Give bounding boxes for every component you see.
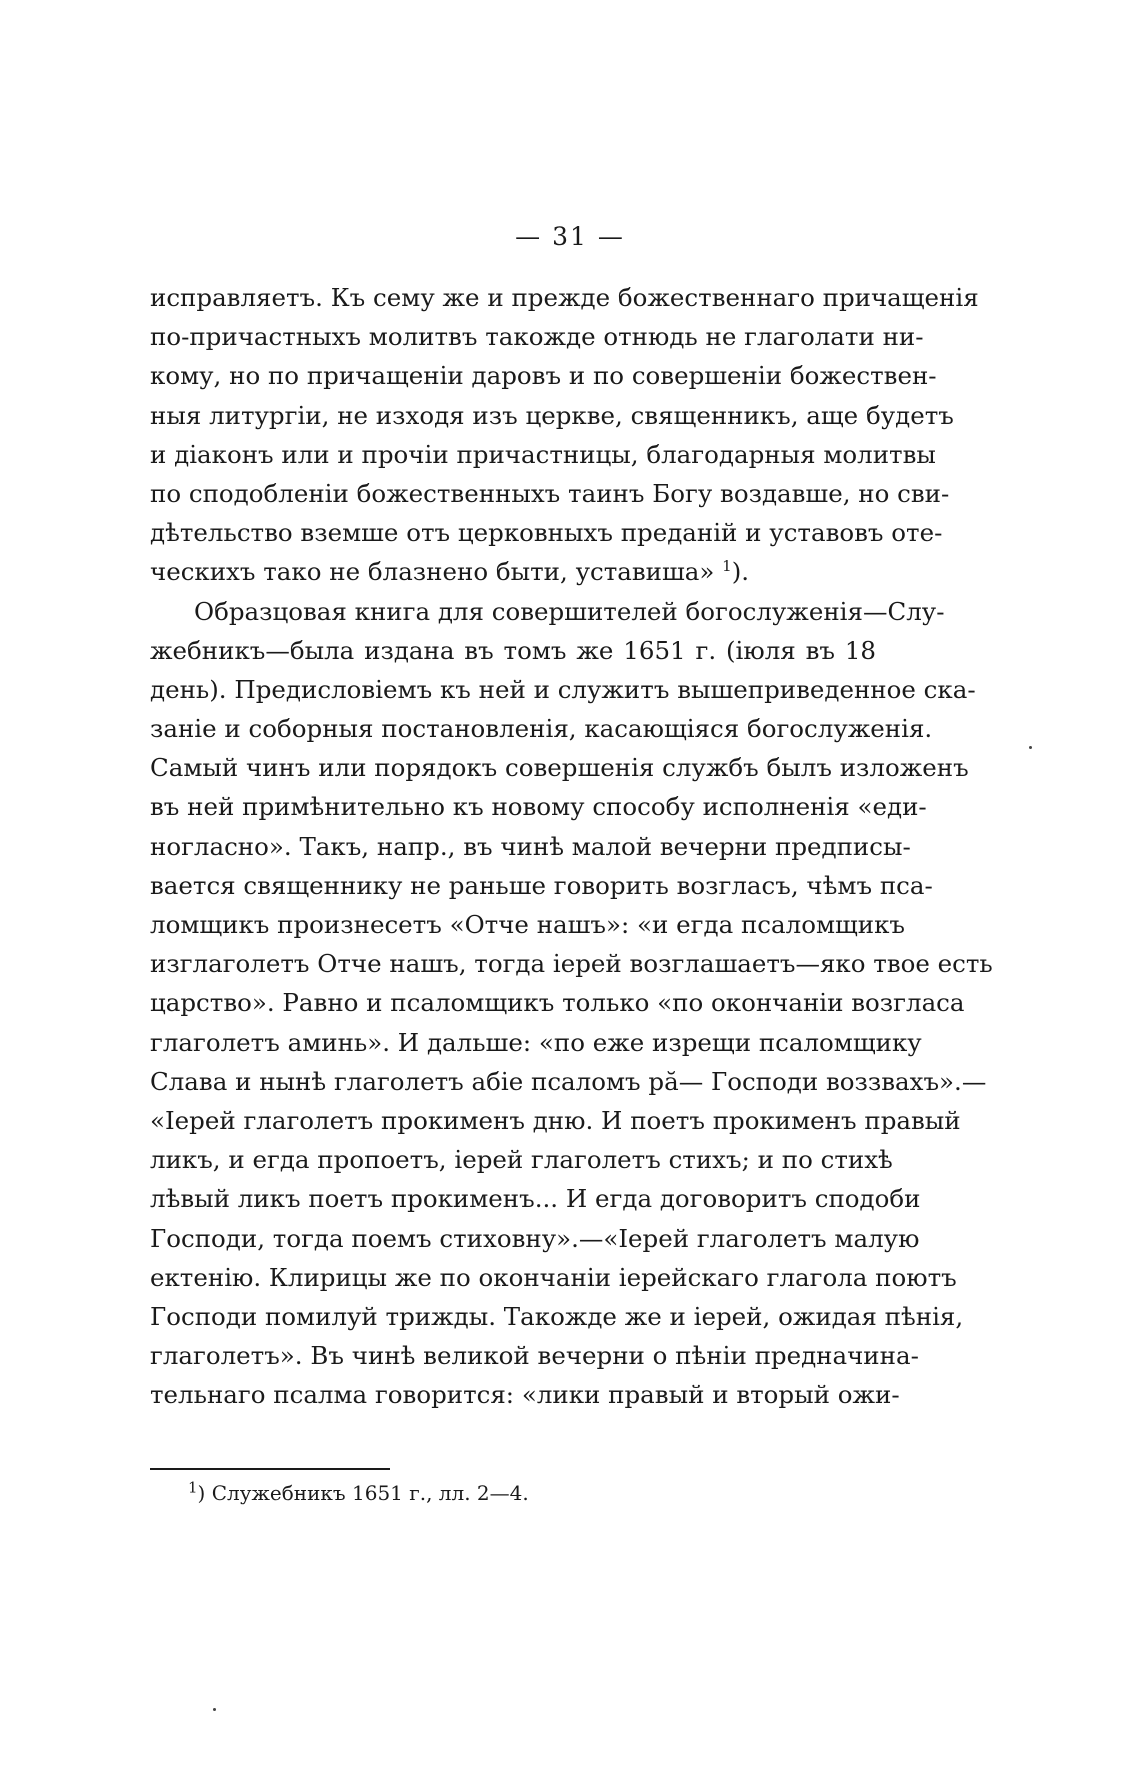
text-line: Самый чинъ или порядокъ совершенія службъ былъ изложенъ bbox=[150, 753, 969, 783]
text-line: Господи помилуй трижды. Такожде же и іерей, ожидая пѣнія, bbox=[150, 1301, 964, 1331]
text-line: по-причастныхъ молитвъ такожде отнюдь не глаголати ни- bbox=[150, 322, 924, 352]
text-line: лѣвый ликъ поетъ прокименъ... И егда договоритъ сподоби bbox=[150, 1184, 921, 1214]
text-line: заніе и соборныя постановленія, касающіяся богослуженія. bbox=[150, 714, 933, 744]
footnote-text: ) Служебникъ 1651 г., лл. 2—4. bbox=[197, 1481, 529, 1505]
text-line: царство». Равно и псаломщикъ только «по окончаніи возгласа bbox=[150, 988, 965, 1018]
text-line: день). Предисловіемъ къ ней и служитъ вышеприведенное ска- bbox=[150, 674, 976, 704]
print-speck bbox=[213, 1708, 216, 1711]
text-line: дѣтельство вземше отъ церковныхъ преданій и уставовъ оте- bbox=[150, 518, 943, 548]
body-text bbox=[150, 278, 993, 1414]
text-line: по сподобленіи божественныхъ таинъ Богу воздавше, но сви- bbox=[150, 478, 950, 508]
text-line: жебникъ—была издана въ томъ же 1651 г. (іюля въ 18 bbox=[150, 635, 876, 665]
text-line: ногласно». Такъ, напр., въ чинѣ малой вечерни предписы- bbox=[150, 831, 911, 861]
text-line-content: ческихъ тако не блазнено быти, уставиша» bbox=[150, 557, 715, 587]
footnote-reference: 1 bbox=[722, 557, 732, 576]
footnote-marker: 1 bbox=[188, 1478, 198, 1497]
page-number: — 31 — bbox=[515, 222, 625, 251]
text-line: «Іерей глаголетъ прокименъ дню. И поетъ прокименъ правый bbox=[150, 1105, 961, 1135]
text-line: Господи, тогда поемъ стиховну».—«Іерей глаголетъ малую bbox=[150, 1223, 920, 1253]
text-line: и діаконъ или и прочіи причастницы, благодарныя молитвы bbox=[150, 439, 936, 469]
text-line: изглаголетъ Отче нашъ, тогда іерей возглашаетъ—яко твое есть bbox=[150, 949, 993, 979]
text-line: глаголетъ». Въ чинѣ великой вечерни о пѣніи предначина- bbox=[150, 1341, 919, 1371]
text-line: ломщикъ произнесетъ «Отче нашъ»: «и егда псаломщикъ bbox=[150, 910, 906, 939]
text-line-tail: ). bbox=[731, 557, 750, 587]
text-line: ектенію. Клирицы же по окончаніи іерейскаго глагола поютъ bbox=[150, 1262, 957, 1292]
text-line: кому, но по причащеніи даровъ и по совершеніи божествен- bbox=[150, 361, 937, 391]
footnote-divider bbox=[150, 1468, 390, 1470]
text-line: глаголетъ аминь». И дальше: «по еже изрещи псаломщику bbox=[150, 1027, 922, 1057]
text-line: Образцовая книга для совершителей богослуженія—Слу- bbox=[194, 596, 945, 626]
text-line: Слава и нынѣ глаголетъ абіе псаломъ рӑ— Господи воззвахъ».— bbox=[150, 1066, 987, 1096]
text-line: тельнаго псалма говорится: «лики правый и вторый ожи- bbox=[150, 1380, 900, 1410]
text-line: исправляетъ. Къ сему же и прежде божественнаго причащенія bbox=[150, 283, 979, 312]
text-line: ныя литургіи, не изходя изъ церкве, священникъ, аще будетъ bbox=[150, 400, 954, 430]
print-speck bbox=[1029, 746, 1032, 749]
footnote bbox=[188, 1478, 529, 1508]
text-line bbox=[150, 552, 876, 591]
text-line: ликъ, и егда пропоетъ, іерей глаголетъ стихъ; и по стихѣ bbox=[150, 1145, 893, 1175]
text-line: вается священнику не раньше говорить возгласъ, чѣмъ пса- bbox=[150, 870, 933, 900]
text-line: въ ней примѣнительно къ новому способу исполненія «еди- bbox=[150, 792, 927, 822]
